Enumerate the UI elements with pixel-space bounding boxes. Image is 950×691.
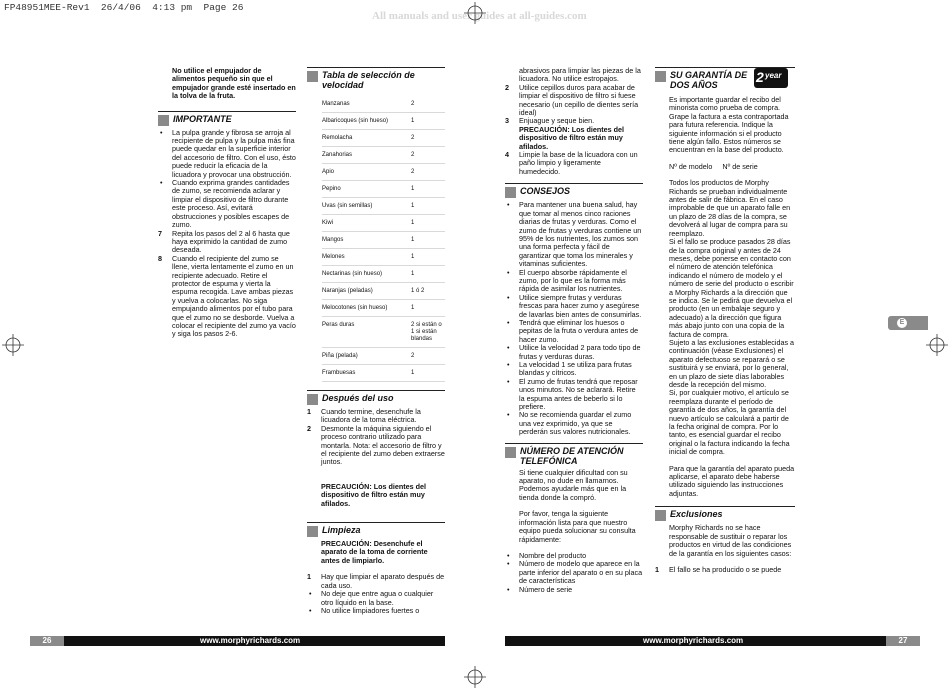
table-row — [322, 198, 445, 215]
language-tab-letter: E — [897, 318, 907, 328]
two-year-guarantee-badge — [754, 68, 788, 88]
speed-cell: 1 — [411, 254, 415, 260]
fruit-cell: Peras duras — [322, 322, 355, 328]
helpline-paragraph-1: Si tiene cualquier dificultad con su aparato, no dude en llamarnos. Podemos ayudarle más que en la tienda donde la compró. — [519, 467, 628, 502]
registration-mark-left — [2, 334, 24, 356]
after-step-1 — [307, 408, 445, 425]
badge-word: year — [765, 71, 782, 80]
list-item: • Utilice la velocidad 2 para todo tipo de frutas y verduras duras. — [505, 344, 643, 361]
speed-table-heading — [307, 67, 445, 90]
step-number: 4 — [505, 150, 509, 160]
guarantee-paragraph-1: Es importante guardar el recibo del minorista como prueba de compra. Grape la factura a esta contraportada para futura referencia. Indique la siguiente información si el producto tiene algún fallo. Estos números se encuentran en la base del producto. — [669, 95, 789, 155]
guarantee-paragraph-2: Todos los productos de Morphy Richards se prueban individualmente antes de salir de fábrica. En el caso improbable de que un aparato falle en un plazo de 28 días de la compra, se devolverá al lugar de compra para su reemplazo. — [669, 178, 791, 238]
table-row — [322, 147, 445, 164]
printer-slug: FP48951MEE-Rev1 26/4/06 4:13 pm Page 26 — [4, 2, 244, 13]
table-row — [322, 300, 445, 317]
table-row — [322, 348, 445, 365]
list-item: • La pulpa grande y fibrosa se arroja al recipiente de pulpa y la pulpa más fina puede quedar en la superficie interior del accesorio de filtro. Con el uso, ésto puede reducir la eficacia de la licuadora y provocar una obstrucción. — [158, 129, 296, 179]
table-row — [322, 365, 445, 382]
speed-table — [307, 96, 445, 382]
step-text: Cuando termine, desenchufe la licuadora de la toma eléctrica. — [321, 407, 421, 425]
table-row — [322, 266, 445, 283]
fruit-cell: Apio — [322, 169, 335, 175]
table-row — [322, 130, 445, 147]
step-number: 7 — [158, 228, 162, 238]
step-text: El fallo se ha producido o se puede — [669, 564, 782, 574]
speed-cell: 2 — [411, 152, 415, 158]
heading-text: Exclusiones — [670, 509, 723, 520]
step-text: Enjuague y seque bien. — [519, 116, 595, 126]
fruit-cell: Kiwi — [322, 220, 334, 226]
speed-cell: 1 — [411, 237, 415, 243]
fruit-cell: Nectarinas (sin hueso) — [322, 271, 383, 277]
clean-step-4 — [505, 151, 643, 176]
heading-square-icon — [307, 526, 318, 537]
fruit-cell: Zanahorias — [322, 152, 353, 158]
table-row — [322, 283, 445, 300]
tips-list — [505, 201, 643, 436]
step-number: 1 — [307, 572, 311, 582]
heading-square-icon — [505, 447, 516, 458]
exclusions-heading — [655, 506, 795, 521]
footer-right — [505, 636, 920, 646]
helpline-paragraph-2: Por favor, tenga la siguiente información lista para que nuestro equipo pueda solucionar su consulta rápidamente: — [519, 509, 636, 544]
fruit-cell: Albaricoques (sin hueso) — [322, 118, 389, 124]
speed-cell: 1 — [411, 271, 415, 277]
speed-cell: 1 — [411, 220, 415, 226]
clean-step-3 — [505, 117, 643, 125]
step-7 — [158, 230, 296, 255]
step-number: 1 — [655, 564, 659, 574]
helpline-heading — [505, 443, 643, 466]
step-number: 3 — [505, 116, 509, 126]
footer-url-right[interactable]: www.morphyrichards.com — [643, 636, 744, 645]
fruit-cell: Melocotones (sin hueso) — [322, 305, 388, 311]
fruit-cell: Pepino — [322, 186, 341, 192]
list-item: • Para mantener una buena salud, hay que tomar al menos cinco raciones diarias de frutas y verduras. Como el zumo de frutas y verduras contiene un 95% de los nutrientes, los zumos son una forma perfecta y fácil de garantizar que toma los minerales y vitaminas suficientes. — [505, 201, 643, 268]
after-use-heading — [307, 390, 445, 405]
speed-cell: 1 — [411, 186, 415, 192]
tips-heading — [505, 183, 643, 198]
clean-step-1 — [307, 573, 445, 590]
table-row — [322, 113, 445, 130]
caution-teeth: PRECAUCIÓN: Los dientes del dispositivo de filtro están muy afilados. — [321, 481, 427, 508]
speed-cell: 2 — [411, 101, 415, 107]
pusher-note: No utilice el empujador de alimentos pequeño sin que el empujador grande esté insertado en la tolva de la fruta. — [172, 66, 296, 101]
table-row — [322, 164, 445, 181]
step-text: Repita los pasos del 2 al 6 hasta que haya exprimido la cantidad de zumo deseada. — [172, 228, 290, 255]
heading-square-icon — [158, 115, 169, 126]
footer-left — [30, 636, 445, 646]
list-item: • Número de modelo que aparece en la parte inferior del aparato o en su placa de características — [505, 560, 643, 585]
model-number-label: Nº de modelo — [669, 161, 713, 171]
list-item: • El cuerpo absorbe rápidamente el zumo, por lo que es la forma más rápida de asimilar los nutrientes. — [505, 269, 643, 294]
caution-unplug: PRECAUCIÓN: Desenchufe el aparato de la toma de corriente antes de limpiarlo. — [321, 539, 428, 565]
heading-text: NÚMERO DE ATENCIÓN TELEFÓNICA — [520, 445, 624, 466]
list-item: • Tendrá que eliminar los huesos o pepitas de la fruta o verdura antes de hacer zumo. — [505, 319, 643, 344]
speed-cell: 1 ó 2 — [411, 288, 425, 294]
step-number: 1 — [307, 407, 311, 416]
heading-square-icon — [655, 510, 666, 521]
column-3 — [505, 67, 643, 594]
fruit-cell: Mangos — [322, 237, 344, 243]
heading-text: SU GARANTÍA DE DOS AÑOS — [670, 70, 748, 90]
cleaning-continued: abrasivos para limpiar las piezas de la licuadora. No utilice estropajos. — [519, 66, 641, 84]
clean-step-2 — [505, 84, 643, 118]
speed-cell: 2 — [411, 135, 415, 141]
badge-number: 2 — [756, 69, 764, 85]
guarantee-paragraph-3: Si el fallo se produce pasados 28 días de la compra original y antes de 24 meses, debe ponerse en contacto con el número de atención telefónica indicando el número de modelo y el número de serie del producto o escribir a Morphy Richards a la dirección que se indica. Se le pedirá que devuelva el producto (en un embalaje seguro y adecuado) a la dirección que figura más abajo junto con una copia de la factura de compra. — [669, 237, 794, 339]
step-text: Limpie la base de la licuadora con un paño limpio y ligeramente humedecido. — [519, 150, 638, 176]
registration-mark-right — [926, 334, 948, 356]
page-number-right: 27 — [886, 636, 920, 646]
speed-cell: 1 — [411, 203, 415, 209]
heading-square-icon — [307, 394, 318, 405]
step-text: Utilice cepillos duros para acabar de limpiar el dispositivo de filtro si fuese necesario (un cepillo de dientes sería ideal) — [519, 82, 639, 118]
list-item: • No deje que entre agua o cualquier otro líquido en la base. — [307, 590, 445, 607]
exclusion-item-1 — [655, 566, 795, 574]
heading-text: CONSEJOS — [520, 186, 571, 197]
page-number-left: 26 — [30, 636, 64, 646]
step-8 — [158, 255, 296, 339]
list-item: • Utilice siempre frutas y verduras frescas para hacer zumo y asegúrese de lavarlas bien antes de consumirlas. — [505, 294, 643, 319]
language-tab — [888, 316, 928, 330]
cleaning-heading — [307, 522, 445, 537]
table-row — [322, 317, 445, 348]
registration-mark-top — [464, 2, 486, 24]
list-item: • Número de serie — [505, 586, 643, 594]
helpline-list — [505, 552, 643, 594]
list-item: • El zumo de frutas tendrá que reposar unos minutos. No se aclarará. Retire la espuma antes de beberlo si lo prefiere. — [505, 378, 643, 412]
speed-cell: 2 — [411, 169, 415, 175]
caution-teeth-2: PRECAUCIÓN: Los dientes del dispositivo de filtro están muy afilados. — [519, 124, 625, 151]
cleaning-list — [307, 590, 445, 615]
column-2 — [307, 63, 445, 615]
heading-text: Limpieza — [322, 525, 361, 536]
table-row — [322, 215, 445, 232]
table-row — [322, 232, 445, 249]
fruit-cell: Melones — [322, 254, 345, 260]
guarantee-paragraph-6: Para que la garantía del aparato pueda aplicarse, el aparato debe haberse utilizado siguiendo las instrucciones adjuntas. — [669, 463, 795, 498]
speed-cell: 1 — [411, 118, 415, 124]
speed-cell: 2 — [411, 353, 415, 359]
guarantee-paragraph-4: Sujeto a las exclusiones establecidas a continuación (véase Exclusiones) el aparato defectuoso se reparará o se sustituirá y se enviará, por lo general, en un plazo de siete días laborables desde la recepción del mismo. — [669, 337, 795, 389]
heading-square-icon — [307, 71, 318, 82]
list-item: • No se recomienda guardar el zumo una vez exprimido, ya que se perderán sus valores nutricionales. — [505, 411, 643, 436]
table-row — [322, 181, 445, 198]
step-number: 8 — [158, 253, 162, 263]
watermark: All manuals and user guides at all-guides.com — [372, 10, 587, 22]
heading-text: Después del uso — [322, 393, 394, 403]
step-text: Hay que limpiar el aparato después de cada uso. — [321, 572, 445, 590]
list-item: • Cuando exprima grandes cantidades de zumo, se recomienda aclarar y limpiar el dispositivo de filtro durante este proceso. Así, evitará obstrucciones y posibles escapes de zumo. — [158, 179, 296, 229]
list-item: • No utilice limpiadores fuertes o — [307, 607, 445, 615]
heading-text: IMPORTANTE — [173, 113, 232, 124]
guarantee-paragraph-5: Si, por cualquier motivo, el artículo se reemplaza durante el período de garantía de dos años, la garantía del nuevo artículo se calculará a partir de la fecha original de compra. Por lo tanto, es esencial guardar el recibo original o la factura indicando la fecha inicial de compra. — [669, 388, 790, 457]
fruit-cell: Frambuesas — [322, 370, 356, 376]
fruit-cell: Manzanas — [322, 101, 350, 107]
speed-cell: 1 — [411, 370, 415, 376]
column-1 — [158, 67, 296, 339]
step-text: Desmonte la máquina siguiendo el proceso contrario utilizado para montarla. Nota: el accesorio de filtro y el recipiente del zumo deben extraerse juntos. — [321, 423, 445, 467]
speed-cell: 2 si están o 1 si están blandas — [411, 322, 442, 342]
table-row — [322, 249, 445, 266]
heading-square-icon — [655, 71, 666, 82]
step-number: 2 — [505, 82, 509, 92]
fruit-cell: Remolacha — [322, 135, 353, 141]
column-4 — [655, 63, 795, 574]
fruit-cell: Uvas (sin semillas) — [322, 203, 373, 209]
list-item: • Nombre del producto — [505, 552, 643, 560]
speed-cell: 1 — [411, 305, 415, 311]
heading-text: Tabla de selección de velocidad — [322, 70, 415, 90]
serial-number-label: Nº de serie — [722, 161, 758, 171]
heading-square-icon — [505, 187, 516, 198]
model-serial-line — [655, 163, 795, 171]
fruit-cell: Piña (pelada) — [322, 353, 358, 359]
step-text: Cuando el recipiente del zumo se llene, vierta lentamente el zumo en un recipiente adecuado. Retire el protector de espuma y vierta la espuma recogida. Lave ambas piezas y vuelva a colocarlas. No siga empujando alimentos por el tubo para que el zumo no se desborde. Vuelva a colocar el recipiente del zumo ya vacío y siga los pasos 2-6. — [172, 253, 296, 339]
step-number: 2 — [307, 423, 311, 433]
registration-mark-bottom — [464, 666, 486, 688]
important-list — [158, 129, 296, 230]
footer-url-left[interactable]: www.morphyrichards.com — [200, 636, 301, 645]
fruit-cell: Naranjas (peladas) — [322, 288, 373, 294]
exclusions-paragraph: Morphy Richards no se hace responsable de sustituir o reparar los productos en virtud de las condiciones de la garantía en los siguientes casos: — [669, 523, 792, 558]
after-step-2 — [307, 425, 445, 467]
important-heading — [158, 111, 296, 126]
table-row — [322, 96, 445, 113]
list-item: • La velocidad 1 se utiliza para frutas blandas y cítricos. — [505, 361, 643, 378]
